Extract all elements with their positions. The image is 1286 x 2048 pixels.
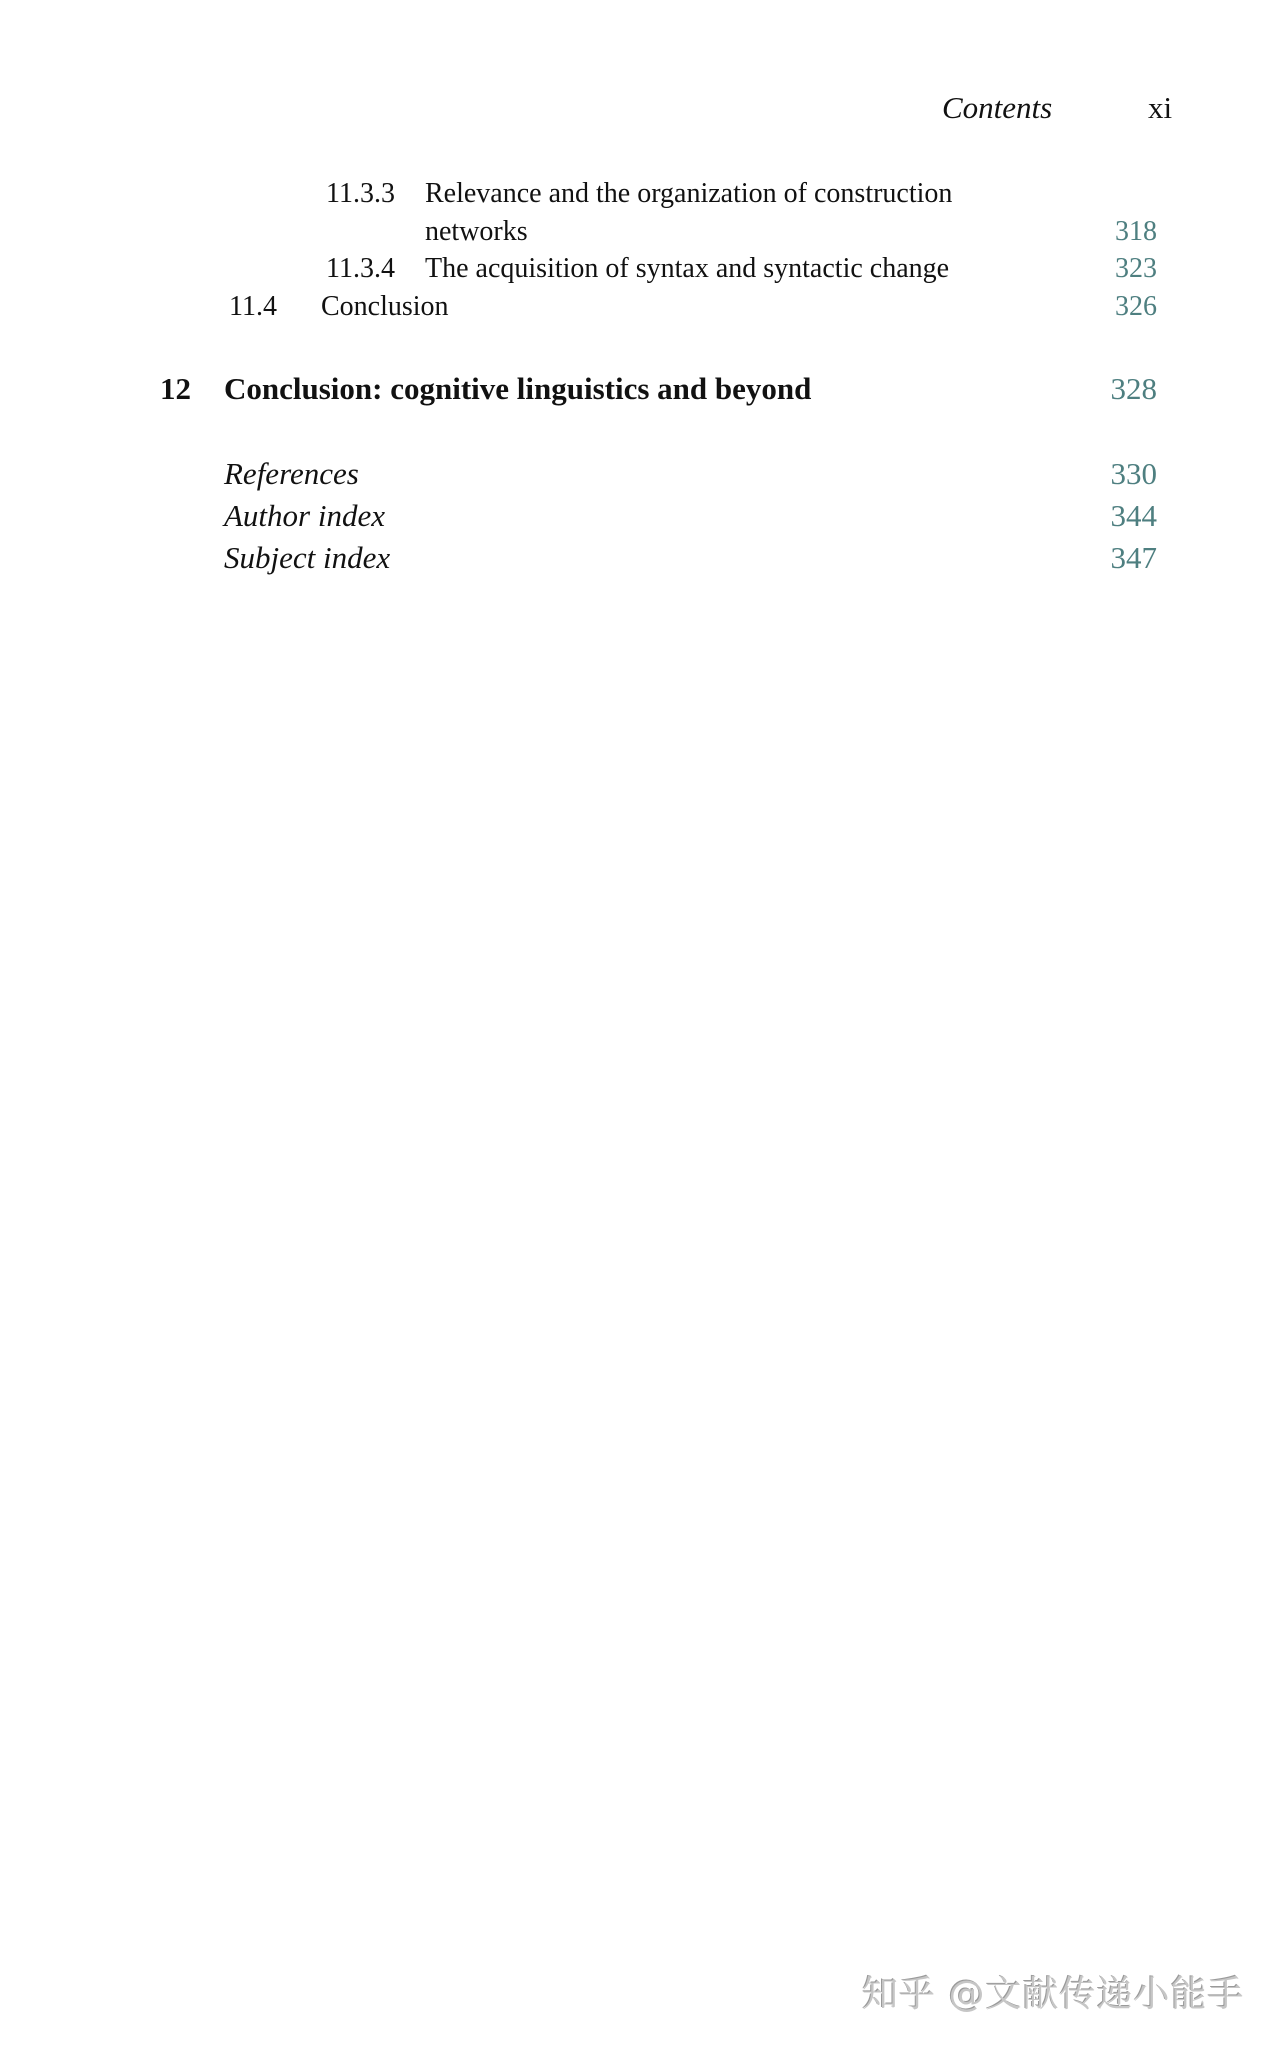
back-matter-page: 347 (1110, 540, 1157, 575)
toc-entry-number: 11.3.4 (326, 253, 395, 284)
back-matter-title: Author index (224, 498, 385, 533)
toc-entry-page: 326 (1115, 291, 1157, 322)
header-page-number: xi (1148, 90, 1173, 125)
toc-entry-number: 11.4 (229, 291, 277, 322)
toc-entry-title: Conclusion (321, 291, 449, 322)
back-matter-title: Subject index (224, 540, 391, 575)
back-matter-title: References (224, 456, 359, 491)
toc-entry-number: 11.3.3 (326, 178, 395, 209)
toc-entry-page: 318 (1115, 216, 1157, 247)
header-title: Contents (942, 90, 1053, 125)
back-matter-page: 344 (1110, 498, 1157, 533)
toc-entry-title: The acquisition of syntax and syntactic change (425, 253, 950, 284)
chapter-number: 12 (160, 371, 191, 406)
chapter-title: Conclusion: cognitive linguistics and beyond (224, 371, 812, 406)
toc-entry-title-continued: networks (425, 216, 528, 247)
watermark: 知乎 @文献传递小能手 (862, 1974, 1245, 2015)
toc-entry-title: Relevance and the organization of construction (425, 178, 953, 209)
chapter-page: 328 (1110, 371, 1157, 406)
toc-entry-page: 323 (1115, 253, 1157, 284)
back-matter-page: 330 (1110, 456, 1157, 491)
